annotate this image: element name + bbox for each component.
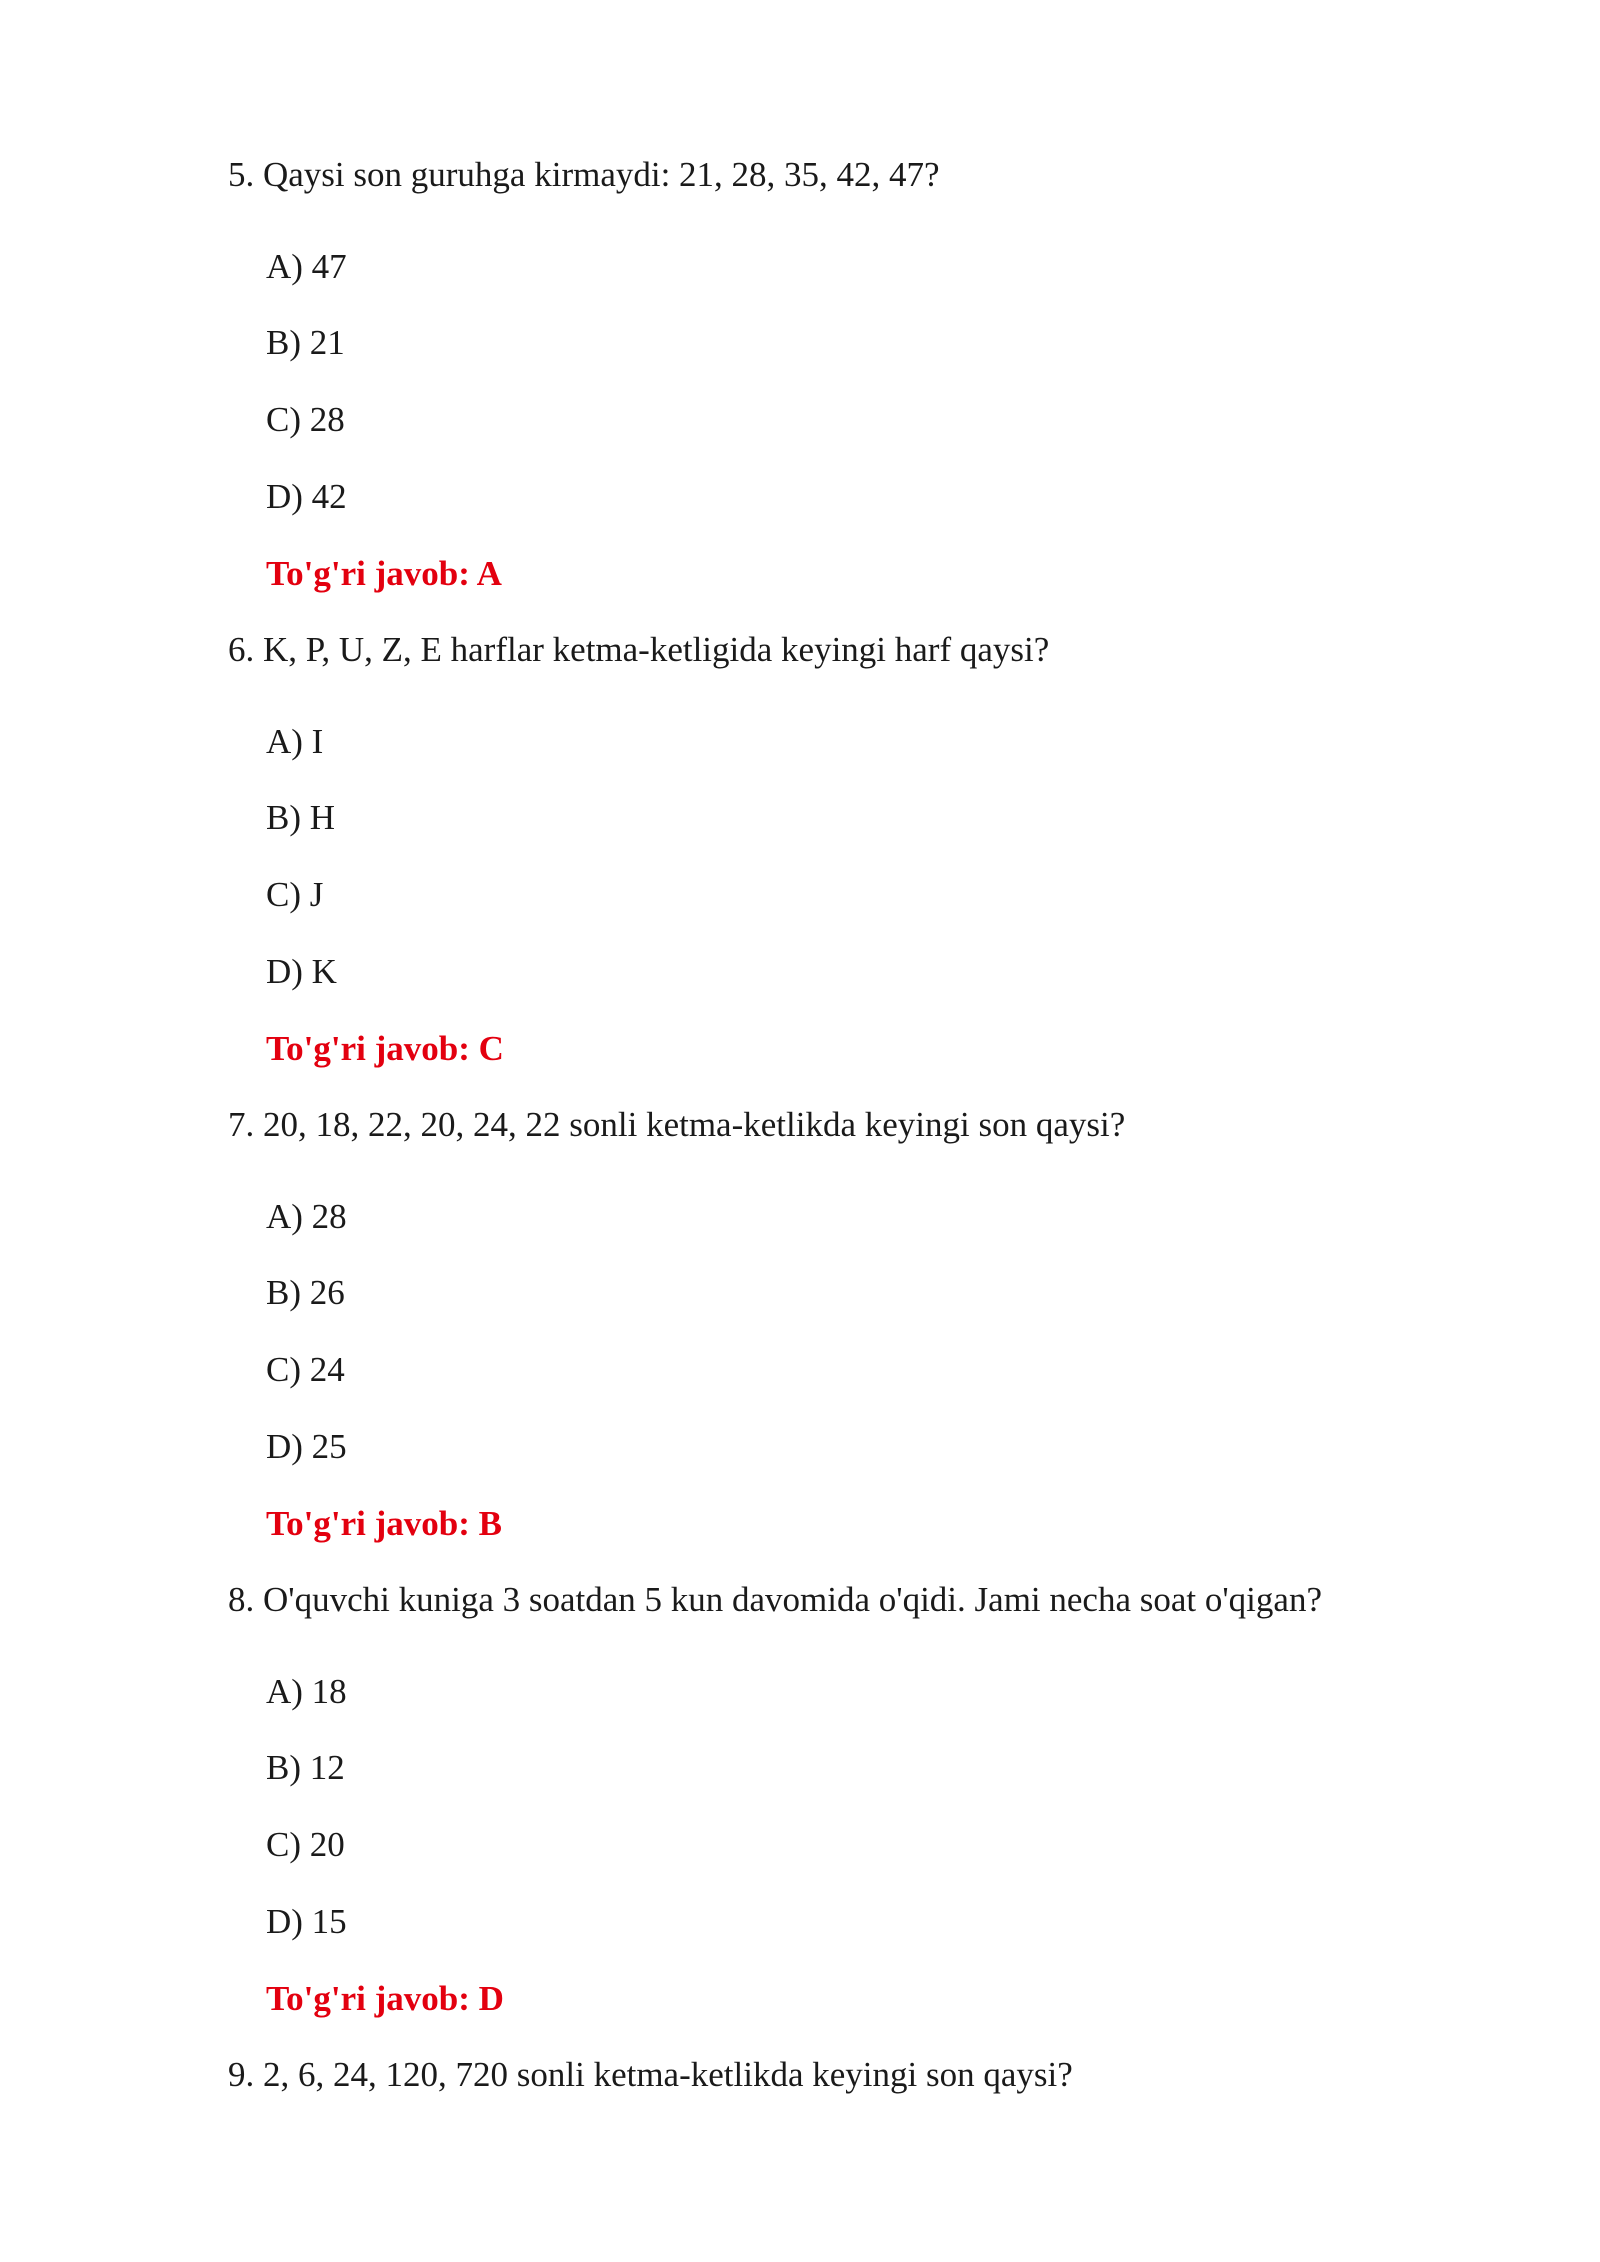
- question-text: 6. K, P, U, Z, E harflar ketma-ketligida keyingi harf qaysi?: [228, 630, 1050, 669]
- option-c: C) J: [266, 875, 324, 914]
- option-a: A) 28: [266, 1197, 347, 1236]
- question-text: 9. 2, 6, 24, 120, 720 sonli ketma-ketlikda keyingi son qaysi?: [228, 2055, 1073, 2094]
- correct-answer: To'g'ri javob: C: [266, 1029, 504, 1068]
- option-b: B) H: [266, 798, 336, 837]
- option-d: D) 25: [266, 1427, 347, 1466]
- option-b: B) 21: [266, 323, 345, 362]
- option-c: C) 20: [266, 1825, 345, 1864]
- option-d: D) 42: [266, 477, 347, 516]
- option-d: D) 15: [266, 1902, 347, 1941]
- option-b: B) 12: [266, 1748, 345, 1787]
- option-d: D) K: [266, 952, 337, 991]
- option-a: A) I: [266, 722, 324, 761]
- option-c: C) 28: [266, 400, 345, 439]
- question-text: 5. Qaysi son guruhga kirmaydi: 21, 28, 35, 42, 47?: [228, 155, 940, 194]
- option-c: C) 24: [266, 1350, 345, 1389]
- option-a: A) 47: [266, 247, 347, 286]
- correct-answer: To'g'ri javob: D: [266, 1979, 504, 2018]
- option-a: A) 18: [266, 1672, 347, 1711]
- correct-answer: To'g'ri javob: A: [266, 554, 502, 593]
- question-text: 8. O'quvchi kuniga 3 soatdan 5 kun davomida o'qidi. Jami necha soat o'qigan?: [228, 1580, 1322, 1619]
- question-text: 7. 20, 18, 22, 20, 24, 22 sonli ketma-ketlikda keyingi son qaysi?: [228, 1105, 1126, 1144]
- correct-answer: To'g'ri javob: B: [266, 1504, 502, 1543]
- option-b: B) 26: [266, 1273, 345, 1312]
